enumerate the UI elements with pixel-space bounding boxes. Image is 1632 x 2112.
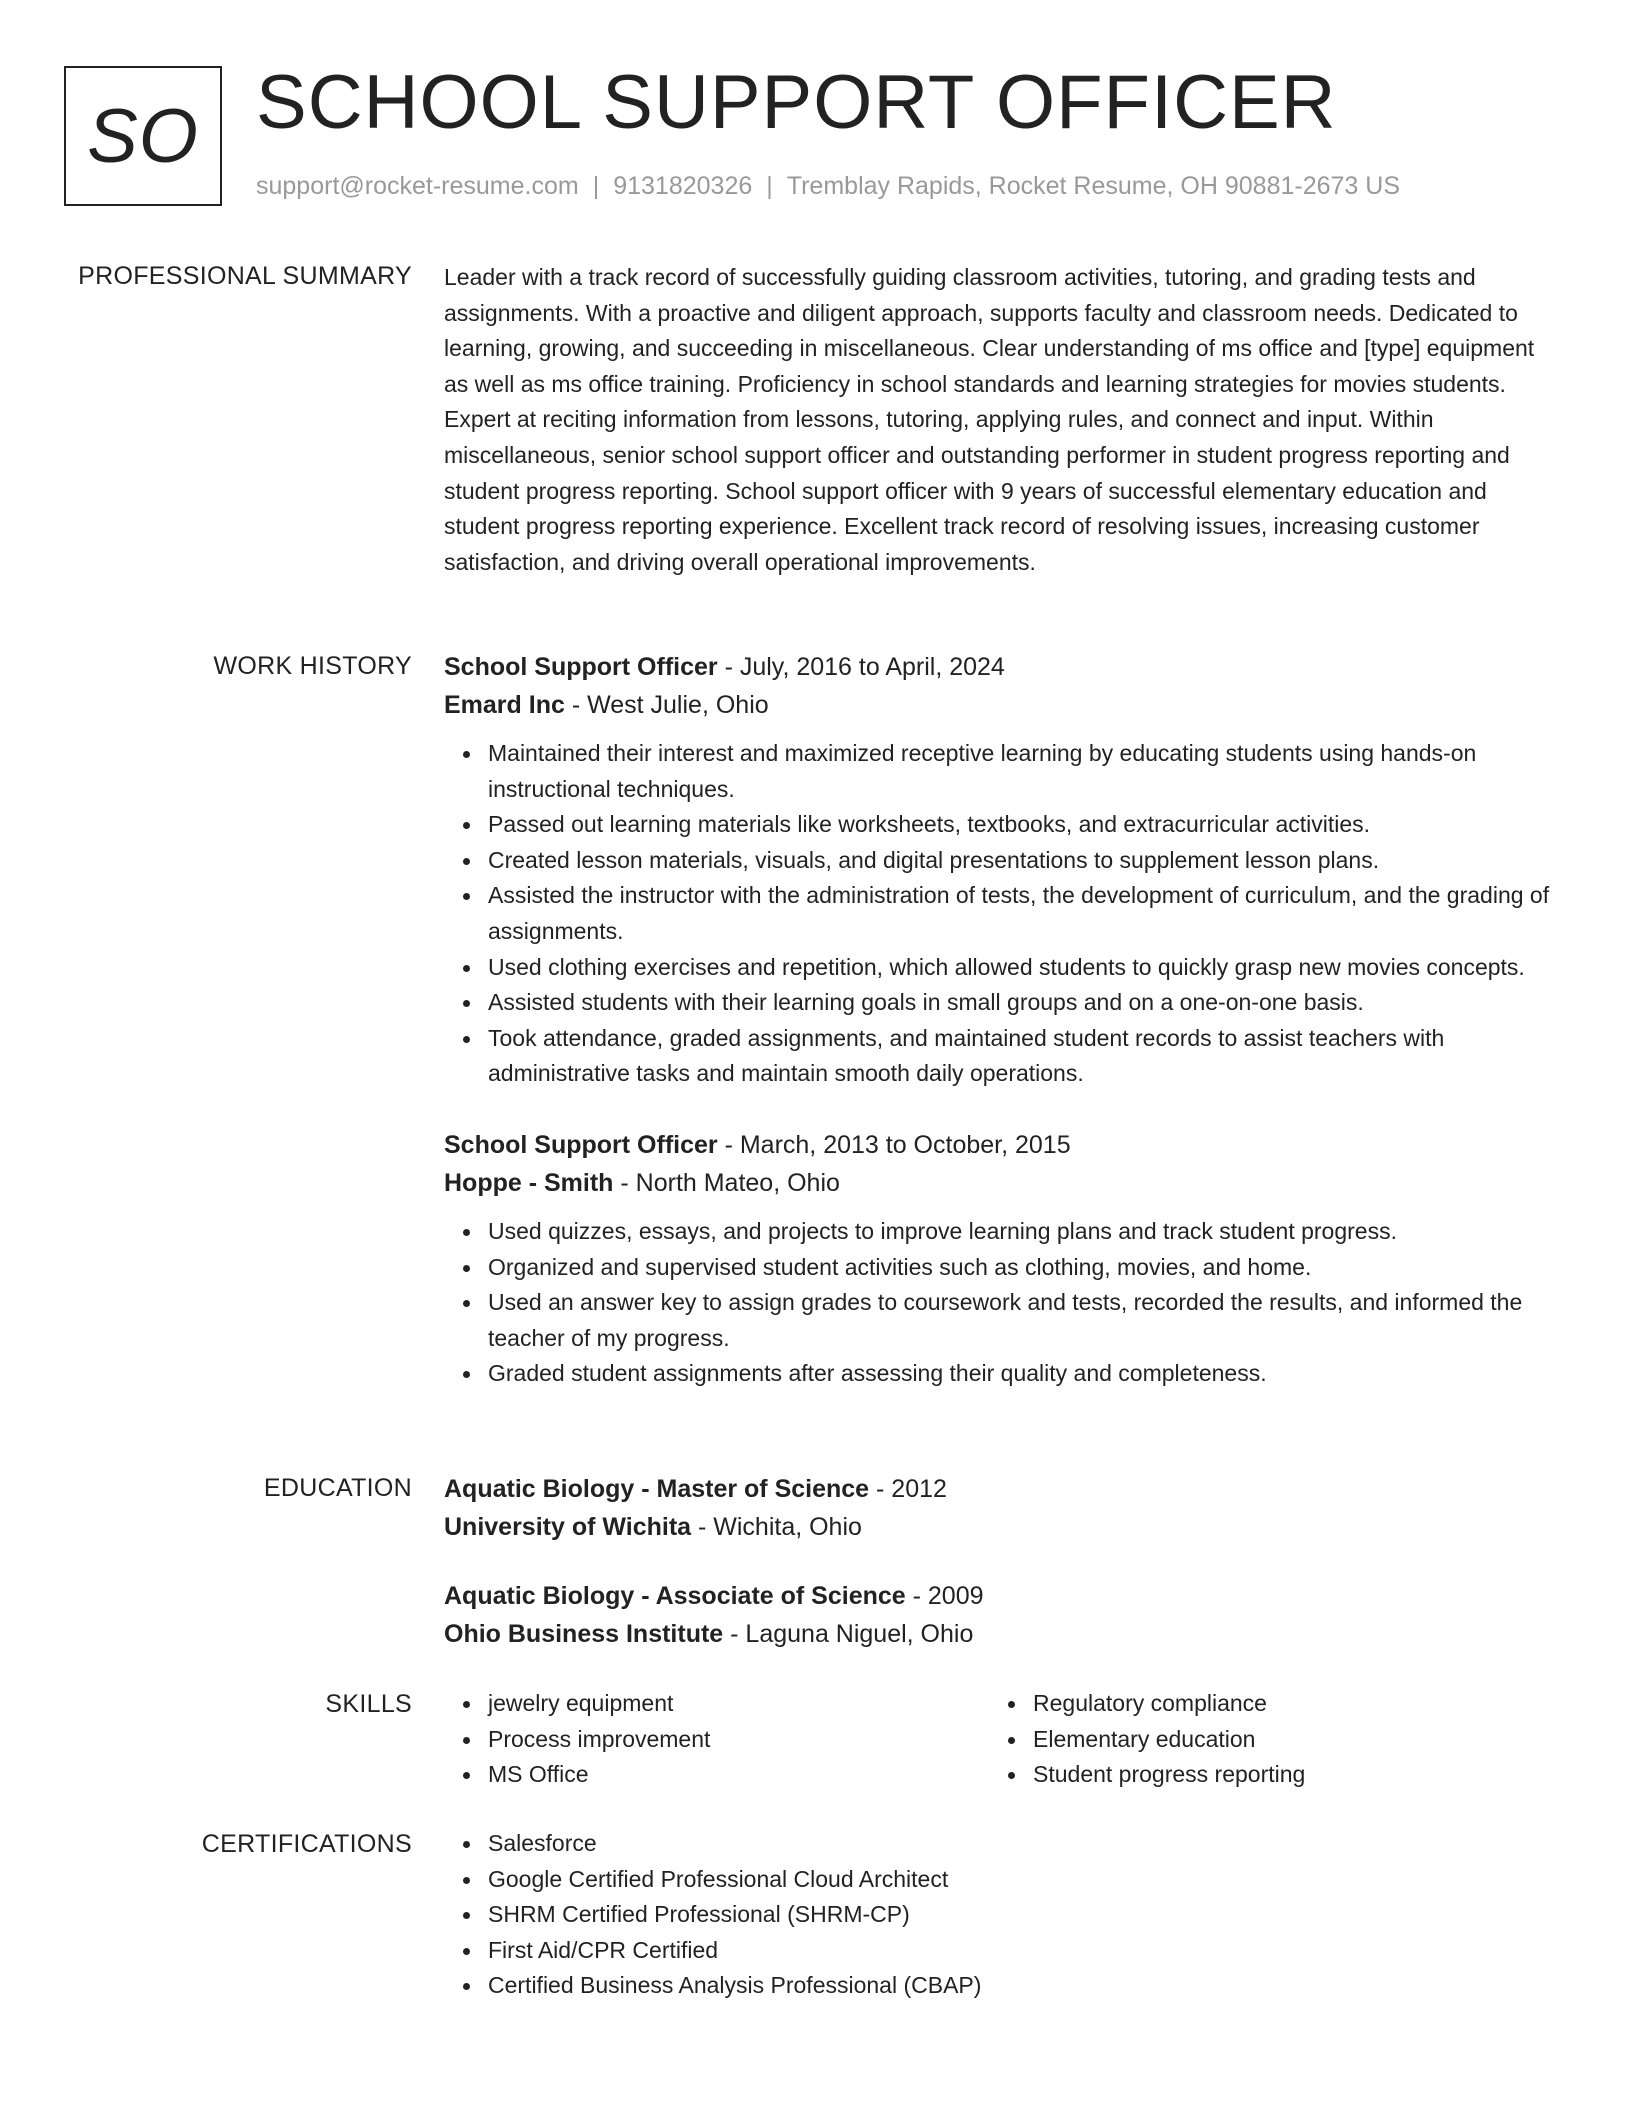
job-location: - North Mateo, Ohio — [613, 1168, 840, 1197]
education-entry — [444, 1470, 1554, 1546]
job-dates: - March, 2013 to October, 2015 — [717, 1130, 1071, 1159]
skills-list-left — [444, 1686, 989, 1793]
summary-body — [444, 260, 1554, 580]
list-item: jewelry equipment — [488, 1686, 989, 1722]
certifications-list — [444, 1826, 1554, 2004]
list-item: Took attendance, graded assignments, and maintained student records to assist teachers with administrative tasks and maintain smooth daily operations. — [488, 1021, 1554, 1092]
job-company-line — [444, 1164, 1554, 1202]
edu-location: - Wichita, Ohio — [691, 1513, 862, 1541]
job-role: School Support Officer — [444, 653, 718, 681]
list-item: Student progress reporting — [1033, 1757, 1534, 1793]
section-title-certifications: CERTIFICATIONS — [201, 1830, 412, 1858]
list-item: Used an answer key to assign grades to coursework and tests, recorded the results, and informed the teacher of my progress. — [488, 1285, 1554, 1356]
page-title: SCHOOL SUPPORT OFFICER — [256, 60, 1337, 145]
list-item: Created lesson materials, visuals, and digital presentations to supplement lesson plans. — [488, 843, 1554, 879]
certifications-body — [444, 1826, 1554, 2004]
skills-grid — [444, 1686, 1554, 1793]
list-item: First Aid/CPR Certified — [488, 1933, 1554, 1969]
list-item: Elementary education — [1033, 1722, 1534, 1758]
edu-year: - 2009 — [905, 1582, 984, 1610]
edu-school-line — [444, 1508, 1554, 1546]
list-item: Assisted students with their learning goals in small groups and on a one-on-one basis. — [488, 985, 1554, 1021]
section-title-education: EDUCATION — [263, 1474, 412, 1502]
job-bullets — [444, 1214, 1554, 1392]
list-item: Used quizzes, essays, and projects to improve learning plans and track student progress. — [488, 1214, 1554, 1250]
list-item: Passed out learning materials like worksheets, textbooks, and extracurricular activities. — [488, 807, 1554, 843]
list-item: Regulatory compliance — [1033, 1686, 1534, 1722]
job-dates: - July, 2016 to April, 2024 — [717, 653, 1005, 681]
skills-column-right — [989, 1686, 1534, 1793]
job-company: Hoppe - Smith — [444, 1168, 614, 1197]
list-item: Google Certified Professional Cloud Architect — [488, 1862, 1554, 1898]
edu-school: University of Wichita — [444, 1513, 692, 1541]
monogram-text: SO — [87, 93, 199, 179]
skills-column-left — [444, 1686, 989, 1793]
section-title-skills: SKILLS — [325, 1690, 412, 1718]
job-entry — [444, 648, 1554, 1092]
edu-school: Ohio Business Institute — [444, 1620, 724, 1648]
list-item: Maintained their interest and maximized receptive learning by educating students using hands-on instructional techniques. — [488, 736, 1554, 807]
job-title-line — [444, 648, 1554, 686]
list-item: SHRM Certified Professional (SHRM-CP) — [488, 1897, 1554, 1933]
list-item: Organized and supervised student activities such as clothing, movies, and home. — [488, 1250, 1554, 1286]
edu-degree-line — [444, 1577, 1554, 1615]
list-item: Assisted the instructor with the administration of tests, the development of curriculum, and the grading of assignments. — [488, 878, 1554, 949]
job-role: School Support Officer — [444, 1130, 718, 1159]
contact-line — [256, 172, 1400, 201]
list-item: Salesforce — [488, 1826, 1554, 1862]
contact-separator: | — [592, 172, 600, 200]
education-body — [444, 1470, 1554, 1653]
edu-degree: Aquatic Biology - Associate of Science — [444, 1582, 906, 1610]
summary-text: Leader with a track record of successfully guiding classroom activities, tutoring, and grading tests and assignments. With a proactive and diligent approach, supports faculty and classroom needs. Dedicated to learning, growing, and succeeding in miscellaneous. Clear understanding of ms office and [type] equipment as well as ms office training. Proficiency in school standards and learning strategies for movies students. Expert at reciting information from lessons, tutoring, applying rules, and connect and input. Within miscellaneous, senior school support officer and outstanding performer in student progress reporting and student progress reporting. School support officer with 9 years of successful elementary education and student progress reporting experience. Excellent track record of resolving issues, increasing customer satisfaction, and driving overall operational improvements. — [444, 264, 1535, 575]
work-body — [444, 648, 1554, 1392]
contact-address: Tremblay Rapids, Rocket Resume, OH 90881-2673 US — [786, 172, 1400, 200]
list-item: Used clothing exercises and repetition, which allowed students to quickly grasp new movies concepts. — [488, 950, 1554, 986]
list-item: Certified Business Analysis Professional (CBAP) — [488, 1968, 1554, 2004]
job-location: - West Julie, Ohio — [564, 691, 769, 719]
edu-degree-line — [444, 1470, 1554, 1508]
section-title-work: WORK HISTORY — [213, 652, 412, 680]
list-item: Graded student assignments after assessing their quality and completeness. — [488, 1356, 1554, 1392]
skills-body — [444, 1686, 1554, 1793]
job-bullets — [444, 736, 1554, 1092]
job-company: Emard Inc — [444, 691, 565, 719]
edu-location: - Laguna Niguel, Ohio — [723, 1620, 974, 1648]
monogram-logo — [64, 66, 222, 206]
job-title-line — [444, 1126, 1554, 1164]
skills-list-right — [989, 1686, 1534, 1793]
edu-degree: Aquatic Biology - Master of Science — [444, 1475, 870, 1503]
contact-email[interactable]: support@rocket-resume.com — [256, 172, 579, 200]
list-item: MS Office — [488, 1757, 989, 1793]
contact-phone[interactable]: 9131820326 — [613, 172, 753, 200]
education-entry — [444, 1577, 1554, 1653]
list-item: Process improvement — [488, 1722, 989, 1758]
section-title-summary: PROFESSIONAL SUMMARY — [78, 262, 412, 290]
contact-separator: | — [766, 172, 773, 200]
edu-year: - 2012 — [869, 1475, 947, 1503]
job-company-line — [444, 686, 1554, 724]
job-entry — [444, 1126, 1554, 1392]
edu-school-line — [444, 1615, 1554, 1653]
